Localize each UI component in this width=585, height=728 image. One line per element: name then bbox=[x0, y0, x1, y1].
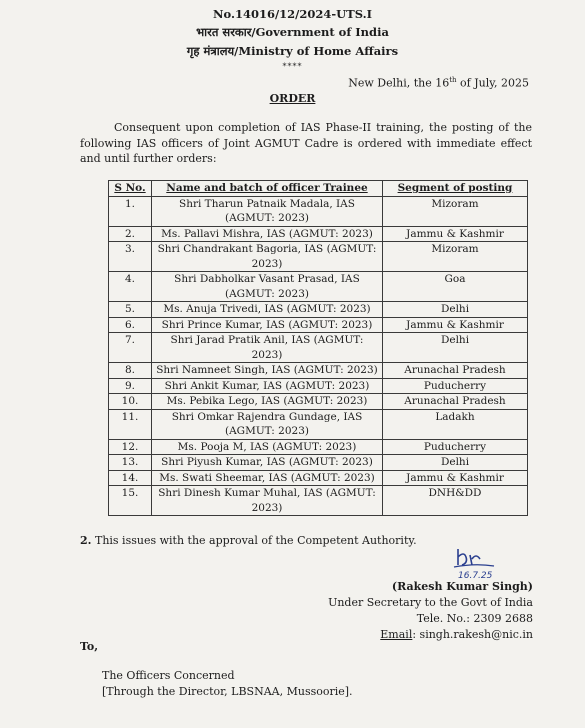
signatory-name: (Rakesh Kumar Singh) bbox=[391, 580, 533, 593]
to-label: To, bbox=[80, 640, 99, 653]
row-segment: Jammu & Kashmir bbox=[383, 226, 528, 242]
row-segment: Ladakh bbox=[383, 409, 528, 439]
row-segment: Puducherry bbox=[383, 378, 528, 394]
order-title: ORDER bbox=[269, 92, 316, 105]
row-segment: DNH&DD bbox=[383, 486, 528, 516]
row-sno: 13. bbox=[109, 455, 152, 471]
row-segment: Delhi bbox=[383, 333, 528, 363]
row-segment: Puducherry bbox=[383, 439, 528, 455]
recipients bbox=[102, 668, 353, 700]
table-row bbox=[109, 242, 528, 272]
posting-table bbox=[108, 180, 528, 516]
signature-date: 16.7.25 bbox=[458, 571, 493, 581]
signatory-designation: Under Secretary to the Govt of India bbox=[328, 596, 533, 609]
row-sno: 11. bbox=[109, 409, 152, 439]
table-row bbox=[109, 333, 528, 363]
row-sno: 5. bbox=[109, 302, 152, 318]
row-officer-name: Ms. Pallavi Mishra, IAS (AGMUT: 2023) bbox=[152, 226, 383, 242]
row-officer-name: Shri Tharun Patnaik Madala, IAS (AGMUT: 2023) bbox=[152, 196, 383, 226]
file-number: No.14016/12/2024-UTS.I bbox=[212, 7, 373, 21]
col-header-sno: S No. bbox=[109, 181, 152, 197]
row-officer-name: Shri Prince Kumar, IAS (AGMUT: 2023) bbox=[152, 317, 383, 333]
row-sno: 3. bbox=[109, 242, 152, 272]
row-segment: Delhi bbox=[383, 455, 528, 471]
table-row bbox=[109, 394, 528, 410]
row-officer-name: Ms. Swati Sheemar, IAS (AGMUT: 2023) bbox=[152, 470, 383, 486]
table-row bbox=[109, 439, 528, 455]
recipient-line: [Through the Director, LBSNAA, Mussoorie]. bbox=[102, 685, 353, 698]
table-row bbox=[109, 317, 528, 333]
row-sno: 15. bbox=[109, 486, 152, 516]
row-sno: 1. bbox=[109, 196, 152, 226]
row-segment: Mizoram bbox=[383, 196, 528, 226]
table-row bbox=[109, 486, 528, 516]
table-row bbox=[109, 302, 528, 318]
row-officer-name: Shri Chandrakant Bagoria, IAS (AGMUT: 2023) bbox=[152, 242, 383, 272]
ministry-line: गृह मंत्रालय/Ministry of Home Affairs bbox=[186, 44, 399, 58]
row-officer-name: Shri Piyush Kumar, IAS (AGMUT: 2023) bbox=[152, 455, 383, 471]
table-row bbox=[109, 272, 528, 302]
row-sno: 9. bbox=[109, 378, 152, 394]
intro-paragraph: Consequent upon completion of IAS Phase-II training, the posting of the following IAS officers of Joint AGMUT Cadre is ordered with immediate effect and until further orders: bbox=[80, 121, 532, 165]
row-sno: 8. bbox=[109, 363, 152, 379]
row-officer-name: Ms. Pooja M, IAS (AGMUT: 2023) bbox=[152, 439, 383, 455]
table-body bbox=[109, 196, 528, 516]
row-segment: Goa bbox=[383, 272, 528, 302]
signature-block bbox=[328, 579, 533, 643]
approval-paragraph: 2. This issues with the approval of the Competent Authority. bbox=[80, 534, 417, 547]
row-officer-name: Shri Namneet Singh, IAS (AGMUT: 2023) bbox=[152, 363, 383, 379]
table-row bbox=[109, 196, 528, 226]
row-officer-name: Shri Dinesh Kumar Muhal, IAS (AGMUT: 2023) bbox=[152, 486, 383, 516]
col-header-segment: Segment of posting bbox=[383, 181, 528, 197]
row-officer-name: Shri Omkar Rajendra Gundage, IAS (AGMUT: 2023) bbox=[152, 409, 383, 439]
table-row bbox=[109, 226, 528, 242]
table-row bbox=[109, 363, 528, 379]
table-row bbox=[109, 378, 528, 394]
table-row bbox=[109, 470, 528, 486]
row-sno: 4. bbox=[109, 272, 152, 302]
signatory-tel: Tele. No.: 2309 2688 bbox=[416, 612, 533, 625]
row-segment: Jammu & Kashmir bbox=[383, 470, 528, 486]
row-segment: Delhi bbox=[383, 302, 528, 318]
table-row bbox=[109, 409, 528, 439]
row-sno: 10. bbox=[109, 394, 152, 410]
row-officer-name: Shri Jarad Pratik Anil, IAS (AGMUT: 2023) bbox=[152, 333, 383, 363]
signature-scrawl bbox=[450, 545, 510, 581]
row-sno: 2. bbox=[109, 226, 152, 242]
government-line: भारत सरकार/Government of India bbox=[196, 25, 389, 39]
row-sno: 7. bbox=[109, 333, 152, 363]
recipient-line: The Officers Concerned bbox=[102, 669, 235, 682]
table-row bbox=[109, 455, 528, 471]
col-header-name: Name and batch of officer Trainee bbox=[152, 181, 383, 197]
row-officer-name: Shri Dabholkar Vasant Prasad, IAS (AGMUT: 2023) bbox=[152, 272, 383, 302]
date-line: New Delhi, the 16th of July, 2025 bbox=[348, 76, 529, 90]
row-segment: Arunachal Pradesh bbox=[383, 363, 528, 379]
row-sno: 6. bbox=[109, 317, 152, 333]
table-header-row bbox=[109, 181, 528, 197]
row-segment: Arunachal Pradesh bbox=[383, 394, 528, 410]
row-sno: 12. bbox=[109, 439, 152, 455]
row-segment: Jammu & Kashmir bbox=[383, 317, 528, 333]
row-officer-name: Ms. Pebika Lego, IAS (AGMUT: 2023) bbox=[152, 394, 383, 410]
signatory-email: Email: singh.rakesh@nic.in bbox=[380, 628, 533, 641]
row-officer-name: Ms. Anuja Trivedi, IAS (AGMUT: 2023) bbox=[152, 302, 383, 318]
row-segment: Mizoram bbox=[383, 242, 528, 272]
separator-stars: **** bbox=[282, 62, 303, 71]
row-officer-name: Shri Ankit Kumar, IAS (AGMUT: 2023) bbox=[152, 378, 383, 394]
row-sno: 14. bbox=[109, 470, 152, 486]
